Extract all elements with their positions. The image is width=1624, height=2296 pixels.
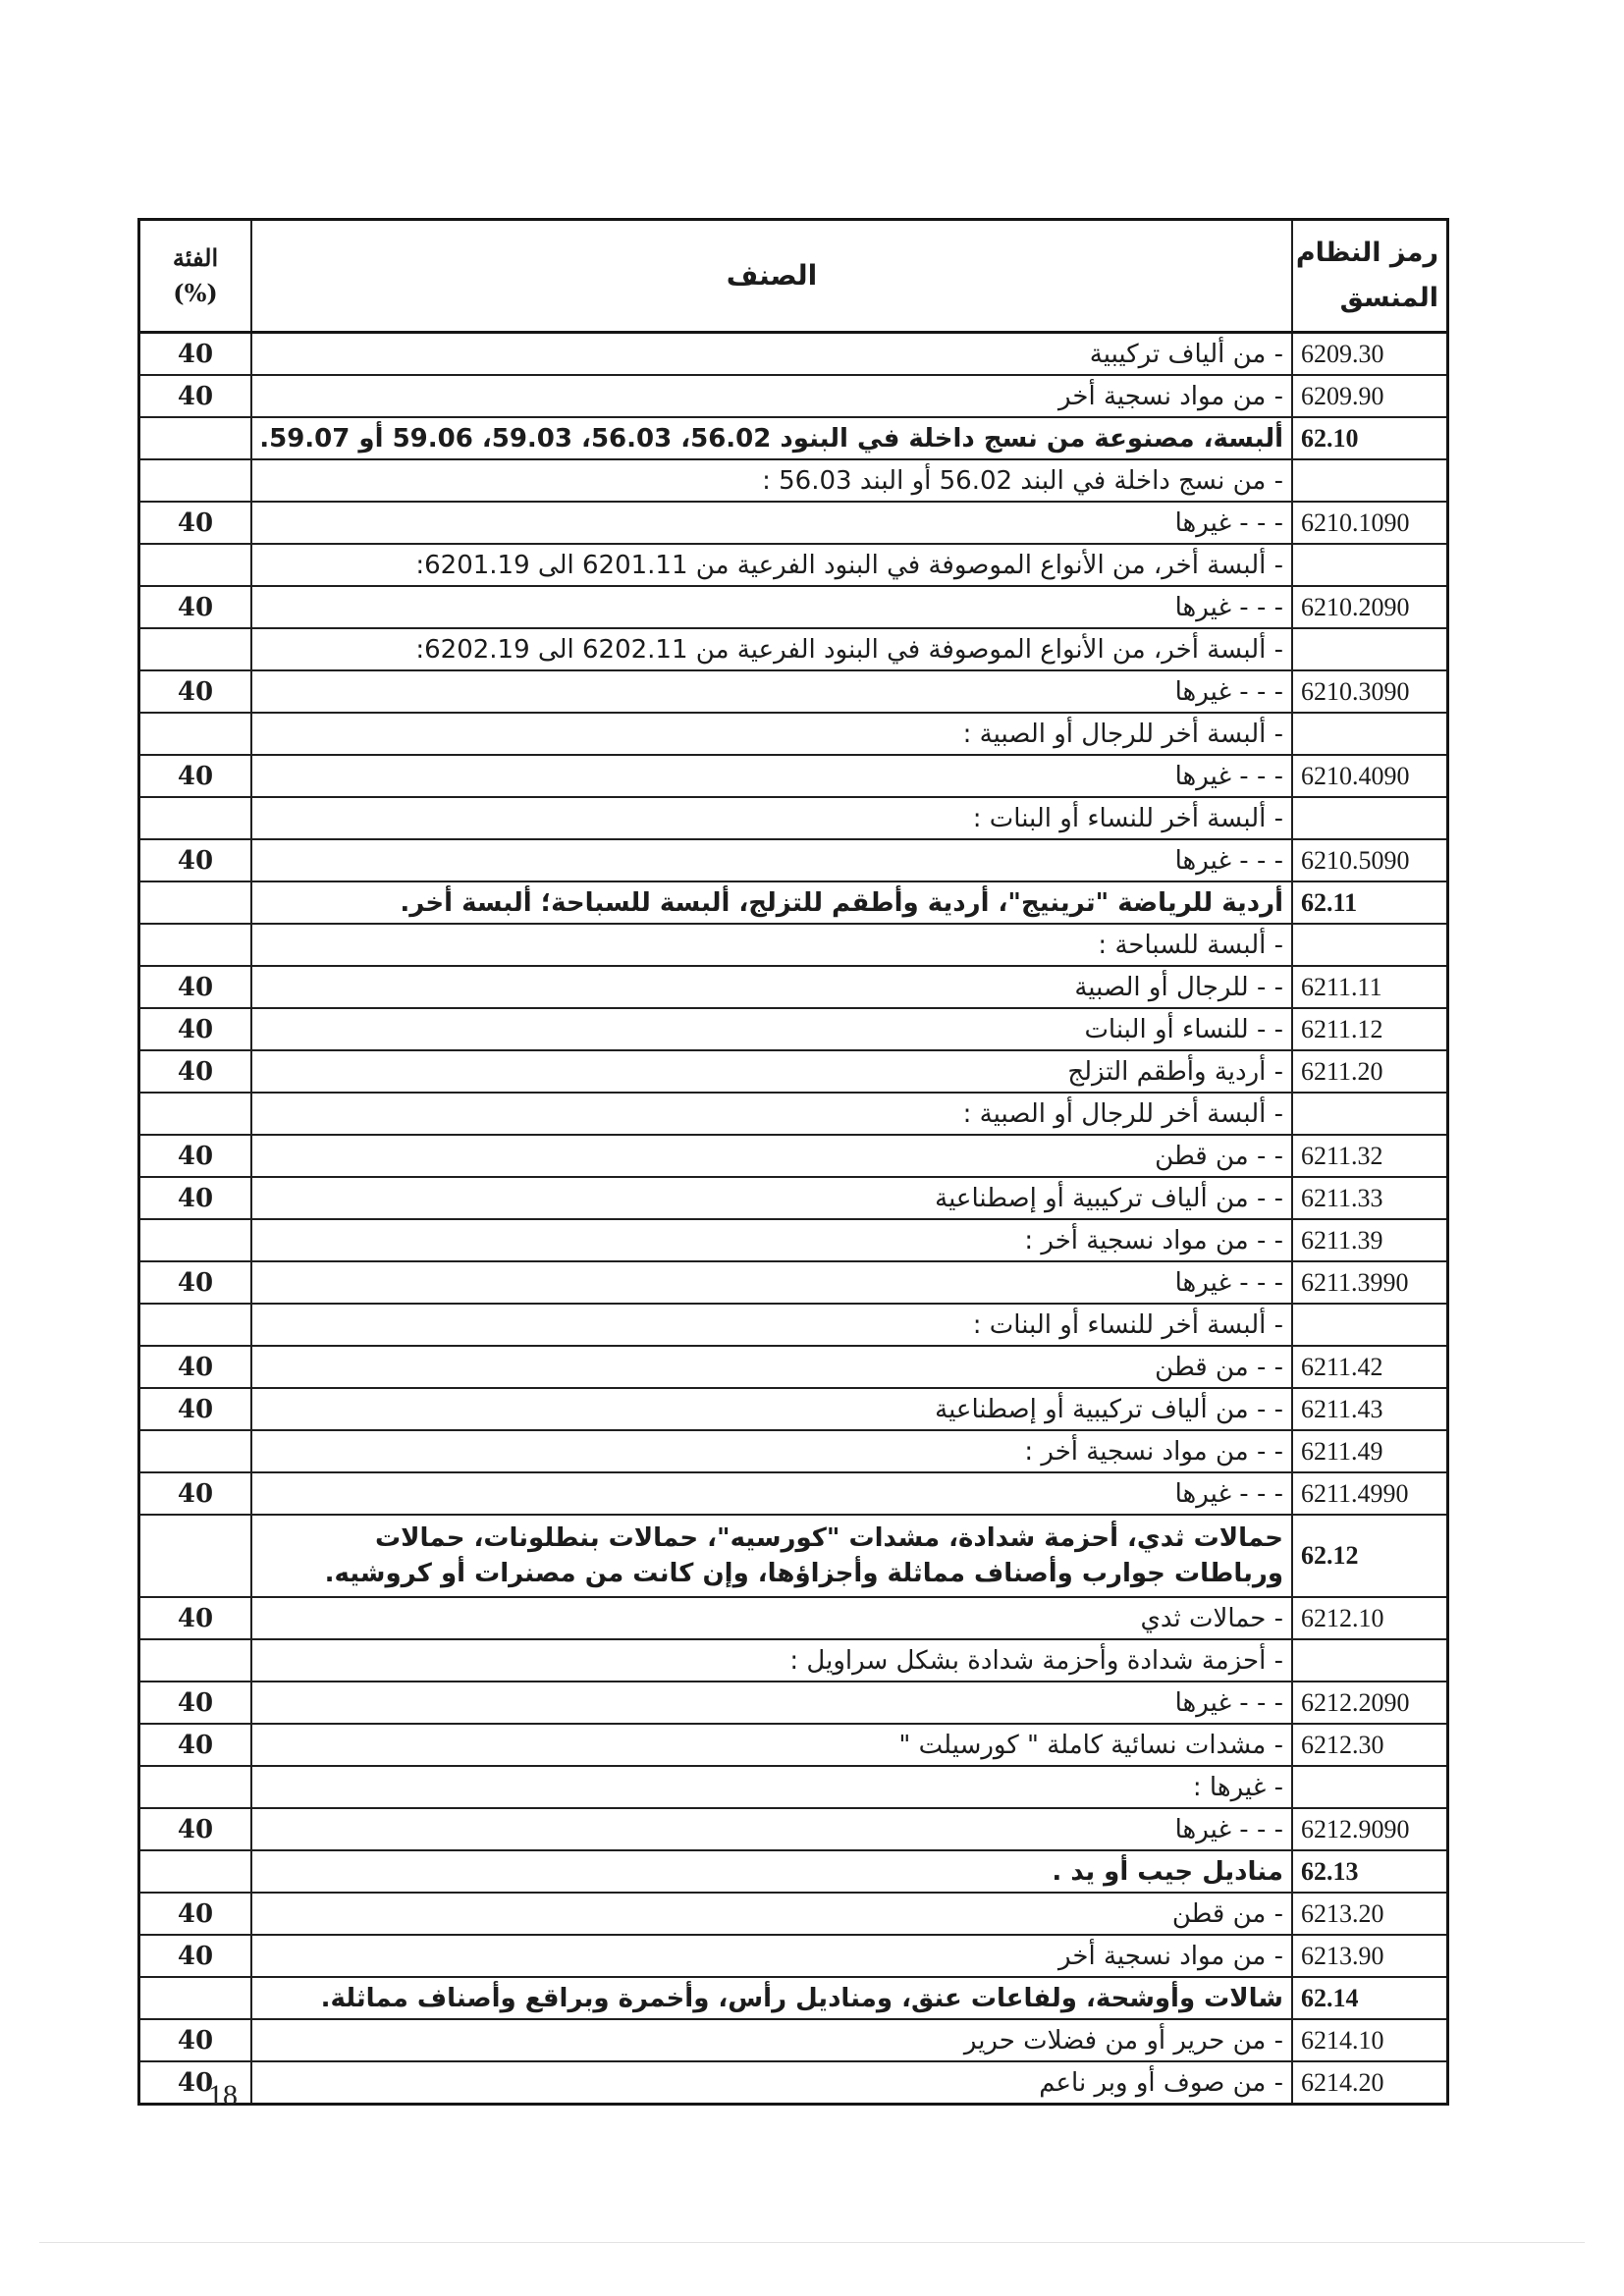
rate-cell: 40 [139,333,252,376]
rate-cell: 40 [139,502,252,544]
rate-cell: 40 [139,1597,252,1639]
header-description-cell [251,220,1292,333]
description-cell: - - من مواد نسجية أخر : [251,1430,1292,1472]
description-cell: - ألبسة أخر للنساء أو البنات : [251,797,1292,839]
hs-code-cell [1292,713,1448,755]
hs-code-cell: 6214.20 [1292,2061,1448,2105]
table-row [139,1724,1448,1766]
description-cell: - أردية وأطقم التزلج [251,1050,1292,1093]
description-cell: - - - غيرها [251,670,1292,713]
hs-code-cell [1292,1639,1448,1682]
description-cell: - - من قطن [251,1346,1292,1388]
rate-cell: 40 [139,1808,252,1850]
description-cell: - - للنساء أو البنات [251,1008,1292,1050]
heading-description-cell: شالات وأوشحة، ولفاعات عنق، ومناديل رأس، وأخمرة وبراقع وأصناف مماثلة. [251,1977,1292,2019]
table-row [139,2019,1448,2061]
rate-cell: 40 [139,1472,252,1515]
tariff-table-body [139,220,1448,2105]
hs-code-cell: 6211.32 [1292,1135,1448,1177]
rate-cell: 40 [139,1008,252,1050]
table-row [139,713,1448,755]
description-cell: - - - غيرها [251,586,1292,628]
table-row [139,1597,1448,1639]
rate-cell: 40 [139,670,252,713]
header-code-cell [1292,220,1448,333]
hs-code-cell: 6211.49 [1292,1430,1448,1472]
table-row [139,1682,1448,1724]
rate-cell: 40 [139,2061,252,2105]
table-row [139,839,1448,881]
table-row [139,1219,1448,1261]
description-cell: - ألبسة أخر للنساء أو البنات : [251,1304,1292,1346]
rate-cell: 40 [139,1050,252,1093]
header-code-label-line1: رمز النظام [1295,238,1438,268]
table-row [139,1388,1448,1430]
rate-cell [139,1304,252,1346]
table-row [139,502,1448,544]
hs-code-cell: 6212.2090 [1292,1682,1448,1724]
table-row [139,1093,1448,1135]
table-row [139,1515,1448,1597]
rate-cell: 40 [139,966,252,1008]
table-row [139,1766,1448,1808]
description-cell: - من حرير أو من فضلات حرير [251,2019,1292,2061]
description-cell: - ألبسة أخر، من الأنواع الموصوفة في البنود الفرعية من 6202.11 الى 6202.19: [251,628,1292,670]
hs-code-cell [1292,1766,1448,1808]
description-cell: - من مواد نسجية أخر [251,1935,1292,1977]
table-row [139,2061,1448,2105]
table-row [139,417,1448,459]
table-row [139,1008,1448,1050]
rate-cell: 40 [139,375,252,417]
description-cell: - - للرجال أو الصبية [251,966,1292,1008]
description-cell: - من قطن [251,1893,1292,1935]
rate-cell: 40 [139,1135,252,1177]
description-cell: - - من ألياف تركيبية أو إصطناعية [251,1388,1292,1430]
table-row [139,544,1448,586]
hs-code-cell: 6210.1090 [1292,502,1448,544]
header-rate-unit: (%) [173,279,218,307]
hs-code-cell: 6212.30 [1292,1724,1448,1766]
description-cell: - من ألياف تركيبية [251,333,1292,376]
heading-description-cell: مناديل جيب أو يد . [251,1850,1292,1893]
table-row [139,459,1448,502]
description-cell: - ألبسة أخر، من الأنواع الموصوفة في البنود الفرعية من 6201.11 الى 6201.19: [251,544,1292,586]
hs-code-cell: 6211.3990 [1292,1261,1448,1304]
heading-code-cell: 62.11 [1292,881,1448,924]
table-row [139,1304,1448,1346]
hs-code-cell: 6211.43 [1292,1388,1448,1430]
description-cell: - - - غيرها [251,502,1292,544]
tariff-table [137,218,1449,2106]
hs-code-cell: 6214.10 [1292,2019,1448,2061]
table-row [139,1472,1448,1515]
rate-cell: 40 [139,755,252,797]
rate-cell: 40 [139,1346,252,1388]
description-cell: - - - غيرها [251,1472,1292,1515]
hs-code-cell: 6210.4090 [1292,755,1448,797]
description-cell: - من مواد نسجية أخر [251,375,1292,417]
heading-code-cell: 62.10 [1292,417,1448,459]
hs-code-cell: 6212.10 [1292,1597,1448,1639]
header-description-label: الصنف [726,259,818,292]
heading-code-cell: 62.13 [1292,1850,1448,1893]
rate-cell: 40 [139,1177,252,1219]
header-rate-label: الفئة [172,243,219,272]
hs-code-cell [1292,1304,1448,1346]
description-cell: - غيرها : [251,1766,1292,1808]
hs-code-cell: 6211.42 [1292,1346,1448,1388]
hs-code-cell: 6210.3090 [1292,670,1448,713]
table-row [139,375,1448,417]
hs-code-cell: 6211.4990 [1292,1472,1448,1515]
rate-cell [139,628,252,670]
rate-cell: 40 [139,1935,252,1977]
table-row [139,586,1448,628]
description-cell: - من صوف أو وبر ناعم [251,2061,1292,2105]
table-row [139,1346,1448,1388]
description-cell: - - - غيرها [251,1808,1292,1850]
description-cell: - - - غيرها [251,1682,1292,1724]
description-cell: - مشدات نسائية كاملة " كورسيلت " [251,1724,1292,1766]
rate-cell [139,924,252,966]
rate-cell [139,544,252,586]
description-cell: - - من ألياف تركيبية أو إصطناعية [251,1177,1292,1219]
hs-code-cell [1292,544,1448,586]
rate-cell: 40 [139,1724,252,1766]
rate-cell [139,713,252,755]
rate-cell [139,1093,252,1135]
table-row [139,670,1448,713]
description-cell: - أحزمة شدادة وأحزمة شدادة بشكل سراويل : [251,1639,1292,1682]
rate-cell [139,1977,252,2019]
hs-code-cell [1292,459,1448,502]
hs-code-cell: 6211.11 [1292,966,1448,1008]
rate-cell [139,1639,252,1682]
table-row [139,333,1448,376]
table-row [139,1177,1448,1219]
heading-description-cell: ألبسة، مصنوعة من نسج داخلة في البنود 56.02، 56.03، 59.03، 59.06 أو 59.07. [251,417,1292,459]
description-cell: - - من مواد نسجية أخر : [251,1219,1292,1261]
hs-code-cell: 6211.20 [1292,1050,1448,1093]
heading-description-cell: أردية للرياضة "ترينيج"، أردية وأطقم للتزلج، ألبسة للسباحة؛ ألبسة أخر. [251,881,1292,924]
table-row [139,1430,1448,1472]
table-row [139,1135,1448,1177]
table-row [139,797,1448,839]
description-cell: - من نسج داخلة في البند 56.02 أو البند 56.03 : [251,459,1292,502]
heading-code-cell: 62.14 [1292,1977,1448,2019]
rate-cell: 40 [139,1893,252,1935]
description-cell: - - - غيرها [251,839,1292,881]
rate-cell [139,1219,252,1261]
table-row [139,1893,1448,1935]
hs-code-cell: 6209.90 [1292,375,1448,417]
table-row [139,1050,1448,1093]
hs-code-cell: 6213.90 [1292,1935,1448,1977]
hs-code-cell: 6213.20 [1292,1893,1448,1935]
description-cell: - حمالات ثدي [251,1597,1292,1639]
hs-code-cell: 6212.9090 [1292,1808,1448,1850]
description-cell: - ألبسة أخر للرجال أو الصبية : [251,713,1292,755]
rate-cell [139,797,252,839]
description-cell: - - - غيرها [251,1261,1292,1304]
table-row [139,966,1448,1008]
rate-cell: 40 [139,1261,252,1304]
scan-fold-line [39,2242,1585,2243]
description-cell: - - من قطن [251,1135,1292,1177]
table-row [139,628,1448,670]
table-row [139,755,1448,797]
table-header-row [139,220,1448,333]
table-row [139,1850,1448,1893]
hs-code-cell [1292,628,1448,670]
hs-code-cell [1292,924,1448,966]
heading-code-cell: 62.12 [1292,1515,1448,1597]
rate-cell: 40 [139,1388,252,1430]
table-row [139,924,1448,966]
rate-cell [139,881,252,924]
rate-cell [139,1430,252,1472]
table-row [139,1261,1448,1304]
rate-cell [139,1766,252,1808]
hs-code-cell [1292,797,1448,839]
rate-cell: 40 [139,2019,252,2061]
header-code-label-line2: المنسق [1339,283,1438,313]
rate-cell [139,1515,252,1597]
table-row [139,1808,1448,1850]
hs-code-cell [1292,1093,1448,1135]
rate-cell [139,459,252,502]
description-cell: - ألبسة للسباحة : [251,924,1292,966]
header-rate-cell [139,220,252,333]
hs-code-cell: 6209.30 [1292,333,1448,376]
hs-code-cell: 6210.5090 [1292,839,1448,881]
hs-code-cell: 6211.39 [1292,1219,1448,1261]
table-row [139,881,1448,924]
hs-code-cell: 6210.2090 [1292,586,1448,628]
page-number: 18 [208,2079,238,2111]
rate-cell [139,417,252,459]
rate-cell [139,1850,252,1893]
hs-code-cell: 6211.12 [1292,1008,1448,1050]
rate-cell: 40 [139,586,252,628]
description-cell: - ألبسة أخر للرجال أو الصبية : [251,1093,1292,1135]
heading-description-cell: حمالات ثدي، أحزمة شدادة، مشدات "كورسيه"، حمالات بنطلونات، حمالات ورباطات جوارب وأصناف مماثلة وأجزاؤها، وإن كانت من مصنرات أو كروشيه. [251,1515,1292,1597]
table-row [139,1935,1448,1977]
hs-code-cell: 6211.33 [1292,1177,1448,1219]
table-row [139,1639,1448,1682]
table-row [139,1977,1448,2019]
description-cell: - - - غيرها [251,755,1292,797]
rate-cell: 40 [139,1682,252,1724]
rate-cell: 40 [139,839,252,881]
